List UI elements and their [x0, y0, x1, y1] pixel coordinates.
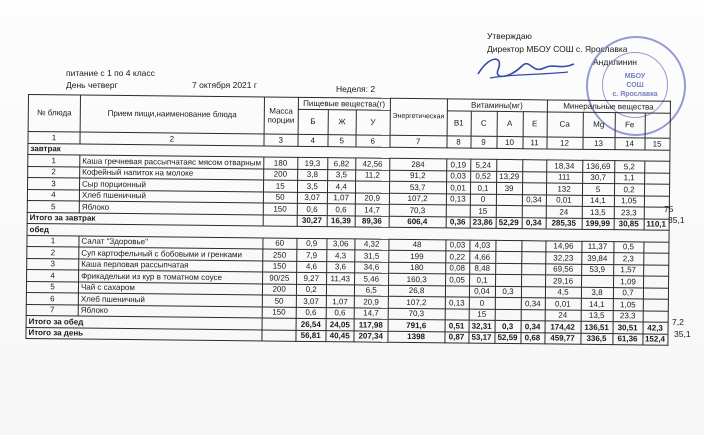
table-cell: 0,52 — [470, 171, 496, 183]
table-cell — [521, 275, 545, 287]
table-cell: 4,5 — [545, 286, 581, 298]
table-cell: 132 — [546, 183, 582, 195]
total-cell: 199,99 — [582, 218, 614, 230]
total-cell: 56,81 — [296, 330, 326, 342]
approval-position: Директор МБОУ СОШ с. Ярославка — [487, 44, 628, 54]
table-cell — [521, 252, 545, 264]
table-cell — [522, 206, 546, 218]
table-cell — [445, 308, 469, 320]
total-cell: 61,36 — [612, 333, 642, 345]
total-cell: 0,51 — [445, 320, 469, 332]
total-cell: 52,29 — [496, 217, 522, 229]
table-cell: 0,04 — [469, 286, 495, 298]
table-cell: 4,6 — [296, 261, 326, 273]
table-cell: 19,3 — [297, 157, 327, 169]
total-cell — [262, 329, 296, 341]
table-cell: 23,3 — [613, 310, 643, 322]
table-cell: 136,69 — [582, 160, 614, 172]
table-cell: 13,5 — [582, 206, 614, 218]
col-vitamins: Витамины(мг) — [447, 99, 547, 112]
table-cell: 5 — [27, 200, 79, 212]
total-label: Итого за день — [26, 327, 262, 341]
table-cell: 48 — [389, 239, 446, 251]
table-cell: 107,2 — [389, 193, 446, 205]
margin-value-1: 75 — [664, 204, 674, 214]
table-cell: 0,6 — [296, 307, 326, 319]
table-cell: 15 — [469, 309, 495, 321]
table-cell — [495, 251, 521, 263]
table-cell: 0,19 — [446, 159, 470, 171]
table-cell: 0 — [470, 194, 496, 206]
table-cell — [522, 171, 546, 183]
total-cell: 26,54 — [296, 318, 326, 330]
table-cell: 13,29 — [496, 171, 522, 183]
table-cell: 15 — [470, 205, 496, 217]
total-cell: 32,31 — [469, 320, 495, 332]
table-cell: 199 — [388, 250, 445, 262]
table-cell: 30,7 — [582, 172, 614, 184]
table-cell: 0,3 — [495, 286, 521, 298]
dish-name-cell: Кофейный напиток на молоке — [80, 167, 264, 180]
total-cell: 30,27 — [297, 215, 327, 227]
margin-value-4: 35,1 — [674, 329, 691, 339]
total-cell: 89,36 — [355, 215, 389, 227]
table-cell: 11,37 — [581, 241, 613, 253]
index-row: 1 2 3 4 5 6 7 8 9 10 11 12 13 14 15 — [28, 132, 670, 150]
total-cell: 30,51 — [613, 322, 643, 334]
total-cell: 40,45 — [326, 330, 354, 342]
table-cell: 14,7 — [354, 307, 388, 319]
date-label: 7 октября 2021 г — [192, 80, 257, 90]
dish-name-cell: Суп картофельный с бобовыми и гренками — [79, 247, 263, 260]
table-cell — [495, 297, 521, 309]
table-cell: 0,08 — [445, 262, 469, 274]
total-cell: 0,34 — [521, 321, 545, 333]
table-cell: 32,23 — [545, 252, 581, 264]
table-cell: 50 — [263, 191, 297, 203]
dish-name-cell: Фрикадельки из кур в томатном соусе — [79, 270, 263, 283]
table-cell: 3,8 — [297, 169, 327, 181]
table-cell: 6 — [26, 292, 78, 304]
table-cell — [522, 160, 546, 172]
table-cell: 2,3 — [613, 253, 643, 265]
breakfast-rows — [27, 155, 669, 219]
table-cell — [522, 183, 546, 195]
table-cell: 8,48 — [469, 263, 495, 275]
table-cell — [326, 284, 354, 296]
table-cell — [521, 309, 545, 321]
table-cell — [495, 240, 521, 252]
total-cell: 336,5 — [580, 333, 612, 345]
total-cell: 285,35 — [546, 217, 582, 229]
table-cell: 24 — [545, 309, 581, 321]
table-cell — [496, 205, 522, 217]
total-cell: 30,85 — [614, 218, 644, 230]
col-ca: Са — [547, 111, 583, 137]
table-cell: 34,6 — [354, 261, 388, 273]
signature-image — [470, 48, 580, 88]
total-cell: 0,68 — [520, 332, 544, 344]
table-cell: 14,1 — [582, 195, 614, 207]
table-cell: 6,5 — [354, 284, 388, 296]
table-cell: 0,01 — [446, 182, 470, 194]
table-cell: 0,01 — [545, 298, 581, 310]
table-cell: 200 — [263, 168, 297, 180]
table-cell: 150 — [263, 203, 297, 215]
week-label: Неделя: 2 — [336, 84, 376, 94]
total-cell: 53,17 — [468, 332, 494, 344]
col-minerals: Минеральные вещества — [547, 100, 670, 113]
table-cell: 0,13 — [446, 193, 470, 205]
table-cell: 1,05 — [614, 195, 644, 207]
table-cell: 0,2 — [296, 284, 326, 296]
table-cell — [495, 309, 521, 321]
subtitle: питание с 1 по 4 класс — [66, 68, 155, 78]
col-energy: Энергетическая — [390, 98, 447, 136]
table-cell: 2 — [28, 166, 80, 178]
table-cell: 0,6 — [327, 204, 355, 216]
table-cell: 3,06 — [327, 238, 355, 250]
table-cell: 200 — [262, 283, 296, 295]
table-cell: 0,5 — [613, 241, 643, 253]
table-cell: 1,1 — [614, 172, 644, 184]
table-cell: 26,8 — [388, 285, 445, 297]
dish-name-cell: Яблоко — [79, 201, 263, 214]
total-cell: 0,87 — [444, 331, 468, 343]
section-breakfast: завтрак — [28, 143, 670, 161]
total-cell: 24,05 — [326, 319, 354, 331]
total-cell: 110,1 — [644, 218, 669, 230]
total-cell: 117,98 — [354, 319, 388, 331]
table-cell: 0,34 — [521, 298, 545, 310]
table-cell: 31,5 — [354, 250, 388, 262]
table-cell: 14,7 — [355, 204, 389, 216]
total-cell: 0,36 — [446, 216, 470, 228]
dish-name-cell: Чай с сахаром — [78, 282, 262, 295]
table-cell: 70,3 — [389, 204, 446, 216]
table-cell: 91,2 — [389, 170, 446, 182]
table-cell: 14,96 — [545, 240, 581, 252]
total-cell: 459,77 — [544, 332, 580, 344]
table-cell: 7,9 — [296, 249, 326, 261]
table-cell — [496, 159, 522, 171]
dish-name-cell: Каша гречневая рассыпчатаяс мясом отварным — [80, 155, 264, 168]
table-cell: 0,05 — [445, 274, 469, 286]
table-cell: 4 — [27, 269, 79, 281]
table-cell: 4,4 — [327, 181, 355, 193]
table-cell: 3 — [28, 178, 80, 190]
col-b: Б — [298, 109, 328, 135]
table-cell — [521, 263, 545, 275]
total-cell: 174,42 — [545, 321, 581, 333]
table-cell: 6,82 — [327, 158, 355, 170]
approval-name: Андилинин — [593, 57, 637, 67]
table-cell: 0,03 — [445, 239, 469, 251]
table-cell: 0 — [469, 297, 495, 309]
approval-title: Утверждаю — [487, 31, 532, 41]
table-cell: 1 — [27, 235, 79, 247]
table-cell: 39,84 — [581, 252, 613, 264]
total-cell: 16,39 — [327, 215, 355, 227]
table-cell: 13,5 — [581, 310, 613, 322]
table-cell: 1,05 — [613, 299, 643, 311]
table-cell — [496, 194, 522, 206]
table-cell: 14,1 — [581, 298, 613, 310]
table-cell: 4,03 — [469, 240, 495, 252]
table-cell: 0,6 — [326, 307, 354, 319]
menu-table — [25, 94, 670, 346]
table-cell — [581, 275, 613, 287]
table-cell: 160,3 — [388, 273, 445, 285]
table-cell: 0,03 — [446, 170, 470, 182]
dish-name-cell: Хлеб пшеничный — [78, 293, 262, 306]
table-cell: 69,56 — [545, 263, 581, 275]
table-cell: 180 — [388, 262, 445, 274]
total-cell: 42,3 — [643, 322, 668, 334]
total-cell: 791,6 — [388, 319, 445, 331]
table-cell: 53,7 — [389, 181, 446, 193]
table-cell: 2 — [27, 246, 79, 258]
lunch-rows — [26, 235, 668, 322]
day-label: День четверг — [66, 80, 118, 90]
table-cell: 1,07 — [326, 296, 354, 308]
official-stamp: МБОУ СОШ с. Ярославка — [586, 36, 686, 136]
col-nutrients: Пищевые вещества(г) — [298, 97, 390, 109]
col-mass: Масса порции — [264, 97, 298, 134]
dish-name-cell: Салат "Здоровье" — [79, 236, 263, 249]
dish-name-cell: Хлеб пшеничный — [79, 190, 263, 203]
margin-value-2: 35,1 — [668, 215, 685, 225]
col-e: Е — [523, 111, 547, 137]
table-cell: 0,6 — [297, 203, 327, 215]
table-cell: 29,16 — [545, 275, 581, 287]
table-cell: 0,34 — [522, 194, 546, 206]
col-zh: Ж — [328, 109, 356, 135]
table-cell: 3,07 — [296, 295, 326, 307]
table-cell: 111 — [546, 171, 582, 183]
table-cell: 7 — [26, 304, 78, 316]
table-cell — [521, 286, 545, 298]
col-fe: Fe — [615, 112, 645, 138]
margin-value-3: 7,2 — [672, 317, 684, 327]
table-cell: 0,9 — [297, 238, 327, 250]
table-cell: 53,9 — [581, 264, 613, 276]
table-cell: 4 — [27, 189, 79, 201]
table-cell: 3,5 — [297, 180, 327, 192]
table-cell: 150 — [262, 306, 296, 318]
col-mg: Mg — [583, 112, 615, 138]
table-cell: 15 — [263, 180, 297, 192]
table-cell: 60 — [263, 237, 297, 249]
total-label: Итого за завтрак — [27, 212, 263, 226]
dish-name-cell: Сыр порционный — [80, 178, 264, 191]
table-cell: 50 — [262, 295, 296, 307]
table-cell: 3,8 — [581, 287, 613, 299]
table-cell — [445, 285, 469, 297]
table-cell: 150 — [262, 260, 296, 272]
table-cell: 0,7 — [613, 287, 643, 299]
dish-name-cell: Каша перловая рассыпчатая — [79, 259, 263, 272]
table-cell: 180 — [263, 157, 297, 169]
table-cell: 5,46 — [354, 273, 388, 285]
table-cell: 0,2 — [614, 184, 644, 196]
table-cell: 5,24 — [470, 159, 496, 171]
total-cell: 606,4 — [389, 216, 446, 228]
table-cell — [495, 274, 521, 286]
total-cell: 207,34 — [354, 330, 388, 342]
table-cell: 23,3 — [614, 207, 644, 219]
table-cell: 107,2 — [388, 296, 445, 308]
table-cell: 4,3 — [326, 250, 354, 262]
table-cell — [495, 263, 521, 275]
table-cell: 3,07 — [297, 192, 327, 204]
col-c: С — [471, 111, 497, 137]
total-cell: 23,86 — [470, 217, 496, 229]
col-b1: В1 — [447, 110, 471, 136]
table-cell: 4,66 — [469, 251, 495, 263]
col-num: № блюда — [28, 95, 80, 133]
table-cell: 11,43 — [326, 273, 354, 285]
table-cell: 24 — [546, 206, 582, 218]
col-u: У — [356, 109, 390, 135]
table-cell: 20,9 — [354, 296, 388, 308]
table-cell: 3,6 — [326, 261, 354, 273]
total-cell: 52,59 — [494, 332, 520, 344]
total-cell — [262, 318, 296, 330]
table-cell: 5,2 — [614, 161, 644, 173]
table-cell: 0,22 — [445, 251, 469, 263]
table-cell: 0,1 — [470, 182, 496, 194]
table-cell: 0,13 — [445, 297, 469, 309]
table-cell: 42,56 — [355, 158, 389, 170]
dish-name-cell: Яблоко — [78, 305, 262, 318]
table-cell: 1,09 — [613, 276, 643, 288]
table-cell: 250 — [262, 249, 296, 261]
table-cell: 0,01 — [546, 194, 582, 206]
table-cell: 4,32 — [355, 238, 389, 250]
table-cell — [355, 181, 389, 193]
table-cell: 3,5 — [327, 169, 355, 181]
total-cell: 152,4 — [642, 333, 667, 345]
table-cell: 5 — [582, 183, 614, 195]
section-lunch: обед — [27, 223, 669, 241]
table-cell: 18,34 — [546, 160, 582, 172]
table-cell: 1,57 — [613, 264, 643, 276]
table-cell: 3 — [27, 258, 79, 270]
table-cell: 0,1 — [469, 274, 495, 286]
table-cell: 70,3 — [388, 308, 445, 320]
total-cell: 0,34 — [522, 217, 546, 229]
total-cell: 1398 — [388, 331, 445, 343]
col-a: А — [497, 111, 523, 137]
table-cell: 20,9 — [355, 192, 389, 204]
table-cell: 90/25 — [262, 272, 296, 284]
col-dish: Прием пищи,наименование блюда — [80, 95, 264, 134]
table-cell — [521, 240, 545, 252]
total-cell — [263, 214, 297, 226]
table-cell: 11,2 — [355, 169, 389, 181]
table-cell: 9,27 — [296, 272, 326, 284]
table-cell: 39 — [496, 182, 522, 194]
table-cell: 5 — [26, 281, 78, 293]
total-label: Итого за обед — [26, 315, 262, 329]
table-cell: 284 — [389, 158, 446, 170]
total-cell: 0,3 — [495, 320, 521, 332]
table-cell: 1 — [28, 155, 80, 167]
table-cell: 1,07 — [327, 192, 355, 204]
total-cell: 136,51 — [581, 321, 613, 333]
table-cell — [446, 205, 470, 217]
